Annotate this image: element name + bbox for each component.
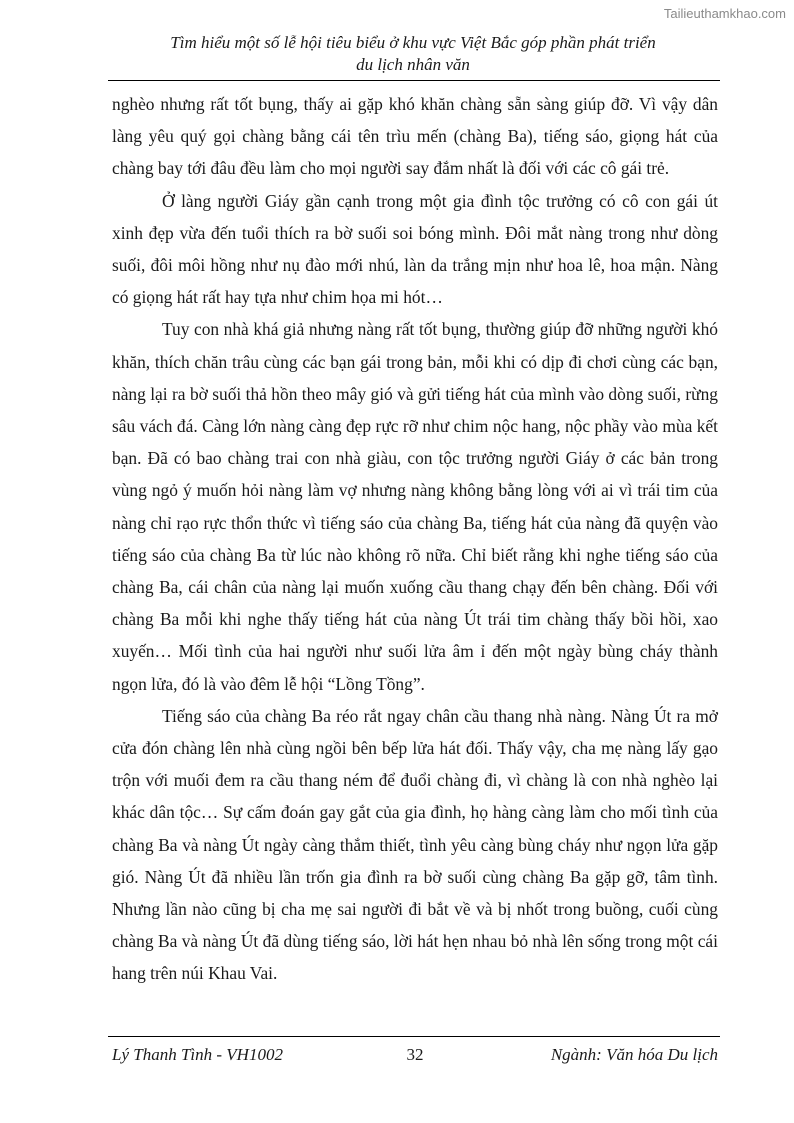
footer-divider (108, 1036, 720, 1037)
paragraph: Tiếng sáo của chàng Ba réo rắt ngay chân cầu thang nhà nàng. Nàng Út ra mở cửa đón chàng lên nhà cùng ngồi bên bếp lửa hát đối. Thấy vậy, cha mẹ nàng lấy gạo trộn với muối đem ra cầu thang ném để đuổi chàng đi, vì chàng là con nhà nghèo lại khác dân tộc… Sự cấm đoán gay gắt của gia đình, họ hàng càng làm cho mối tình của chàng Ba và nàng Út ngày càng thắm thiết, tình yêu càng bùng cháy như ngọn lửa gặp gió. Nàng Út đã nhiều lần trốn gia đình ra bờ suối cùng chàng Ba gặp gỡ, tâm tình. Nhưng lần nào cũng bị cha mẹ sai người đi bắt về và bị nhốt trong buồng, cuối cùng chàng Ba và nàng Út đã dùng tiếng sáo, lời hát hẹn nhau bỏ nhà lên sống trong một cái hang trên núi Khau Vai. (112, 705, 718, 984)
paragraph: Ở làng người Giáy gần cạnh trong một gia đình tộc trưởng có cô con gái út xinh đẹp vừa đến tuổi thích ra bờ suối soi bóng mình. Đôi mắt nàng trong như dòng suối, đôi môi hồng như nụ đào mới nhú, làn da trắng mịn như hoa lê, hoa mận. Nàng có giọng hát rất hay tựa như chim họa mi hót… (112, 190, 718, 308)
running-header (108, 32, 718, 76)
header-title-line-2: du lịch nhân văn (356, 55, 470, 74)
body-text (112, 88, 718, 990)
footer-major: Ngành: Văn hóa Du lịch (550, 1045, 718, 1064)
watermark: Tailieuthamkhao.com (663, 6, 786, 21)
header-title-line-1: Tìm hiểu một số lễ hội tiêu biểu ở khu vực Việt Bắc góp phần phát triển (170, 33, 656, 52)
footer-author: Lý Thanh Tình - VH1002 (112, 1045, 283, 1064)
page-number: 32 (406, 1045, 424, 1064)
paragraph: Tuy con nhà khá giả nhưng nàng rất tốt bụng, thường giúp đỡ những người khó khăn, thích chăn trâu cùng các bạn gái trong bản, mỗi khi có dịp đi chơi cùng các bạn, nàng lại ra bờ suối thả hồn theo mây gió và gửi tiếng hát của mình vào dòng suối, rừng sâu vách đá. Càng lớn nàng càng đẹp rực rỡ như chim nộc hang, nộc phầy vào mùa kết bạn. Đã có bao chàng trai con nhà giàu, con tộc trưởng người Giáy ở các bản trong vùng ngỏ ý muốn hỏi nàng làm vợ nhưng nàng không bằng lòng với ai vì trái tim của nàng chỉ rạo rực thổn thức vì tiếng sáo của chàng Ba, tiếng hát của nàng đã quyện vào tiếng sáo của chàng Ba từ lúc nào không rõ nữa. Chỉ biết rằng khi nghe tiếng sáo của chàng Ba, cái chân của nàng lại muốn xuống cầu thang chạy đến bên chàng. Đối với chàng Ba mỗi khi nghe thấy tiếng hát của nàng Út trái tim chàng thấy bồi hồi, xao xuyến… Mối tình của hai người như suối lửa âm ỉ đến một ngày bùng cháy thành ngọn lửa, đó là vào đêm lễ hội “Lồng Tồng”. (112, 319, 718, 694)
paragraph: nghèo nhưng rất tốt bụng, thấy ai gặp khó khăn chàng sẵn sàng giúp đỡ. Vì vậy dân làng yêu quý gọi chàng bằng cái tên trìu mến (chàng Ba), tiếng sáo, giọng hát của chàng bay tới đâu đều làm cho mọi người say đắm nhất là đối với các cô gái trẻ. (112, 94, 718, 179)
header-divider (108, 80, 720, 81)
